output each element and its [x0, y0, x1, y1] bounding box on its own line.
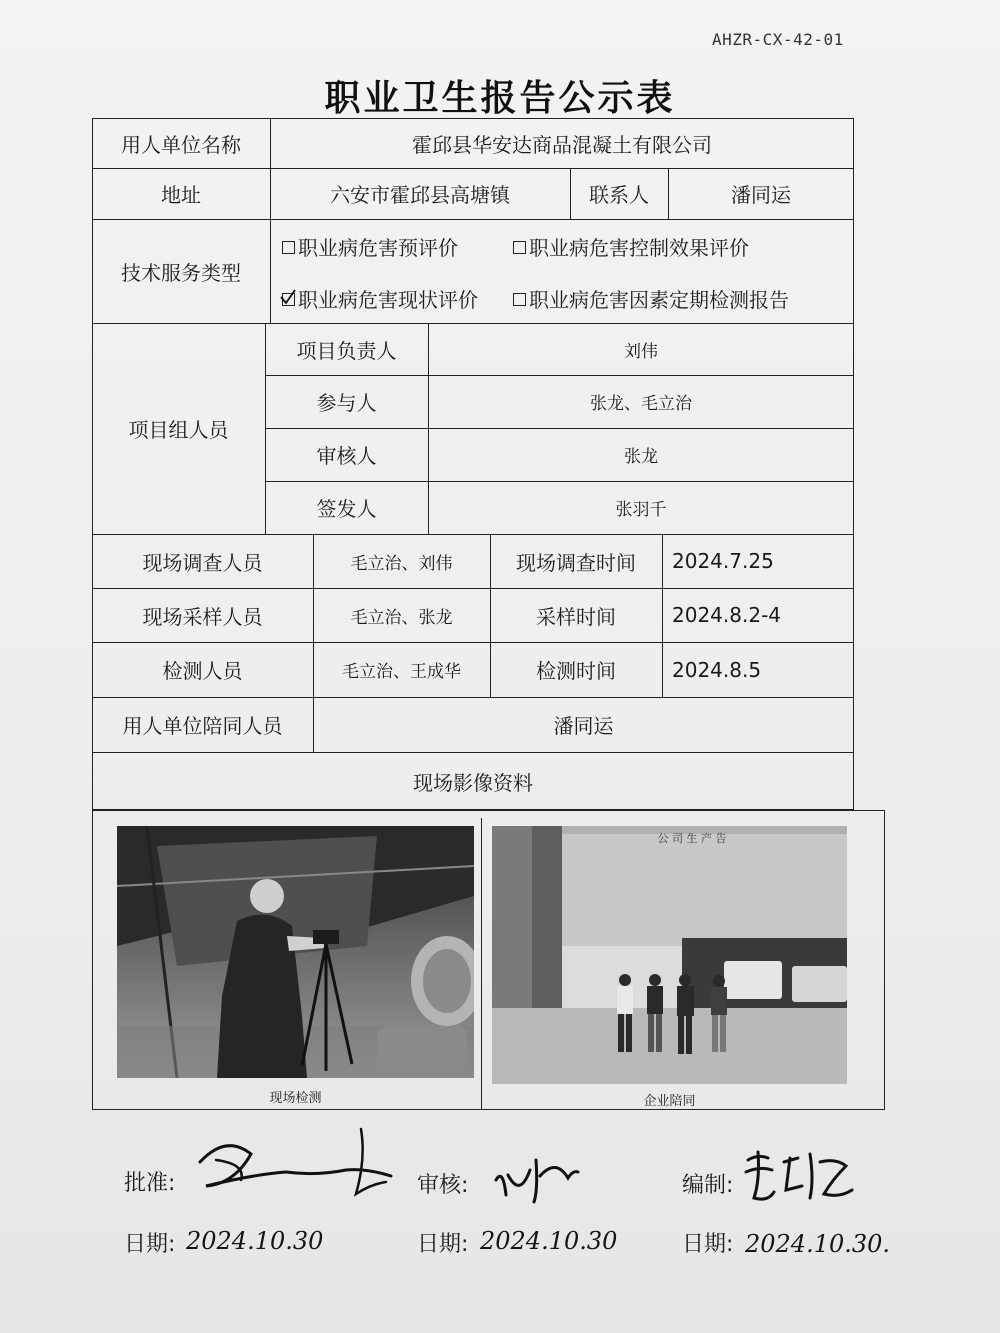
- compile-date-label: 日期:: [682, 1232, 734, 1257]
- testing-time: 2024.8.5: [672, 657, 762, 682]
- address-value: 六安市霍邱县高塘镇: [330, 183, 510, 207]
- employer-value: 霍邱县华安达商品混凝土有限公司: [412, 132, 712, 157]
- team-name-issuer: 张羽千: [615, 500, 667, 520]
- testing-people: 毛立治、王成华: [342, 662, 461, 682]
- testing-label: 检测人员: [162, 659, 243, 683]
- review-signature: [488, 1140, 588, 1214]
- review-label: 审核:: [417, 1173, 469, 1198]
- service-option-status-evaluation: [282, 284, 478, 313]
- left-photo-caption: 现场检测: [269, 1091, 322, 1106]
- service-option-periodic-detection: [513, 284, 789, 313]
- survey-time: 2024.7.25: [672, 549, 774, 573]
- service-option-pre-evaluation: [282, 232, 458, 261]
- service-option-label: 职业病危害现状评价: [298, 288, 478, 312]
- checkbox-checked-icon: [282, 293, 295, 306]
- compile-date: 2024.10.30.: [745, 1230, 891, 1258]
- sampling-time-label: 采样时间: [536, 604, 616, 629]
- service-option-label: 职业病危害预评价: [298, 236, 458, 260]
- survey-people: 毛立治、刘伟: [350, 553, 453, 574]
- survey-time-label: 现场调查时间: [516, 550, 636, 575]
- document-number: AHZR-CX-42-01: [712, 30, 844, 49]
- sampling-time: 2024.8.2-4: [672, 603, 782, 627]
- team-name-reviewer: 张龙: [624, 447, 658, 467]
- team-role-issuer: 签发人: [316, 497, 377, 521]
- page-title: 职业卫生报告公示表: [324, 78, 676, 119]
- approve-date: 2024.10.30: [186, 1227, 324, 1255]
- escort-label: 用人单位陪同人员: [122, 714, 283, 738]
- factory-sign-text: 公 司 生 产 告: [657, 832, 727, 845]
- escort-value: 潘同运: [553, 714, 614, 738]
- service-option-label: 职业病危害控制效果评价: [529, 236, 749, 260]
- team-name-participant: 张龙、毛立治: [590, 394, 692, 414]
- images-label: 现场影像资料: [413, 770, 533, 795]
- service-type-label: 技术服务类型: [121, 260, 241, 285]
- team-name-leader: 刘伟: [624, 341, 658, 362]
- checkbox-unchecked-icon: [513, 241, 526, 254]
- team-role-leader: 项目负责人: [296, 338, 397, 363]
- right-photo-caption: 企业陪同: [643, 1094, 696, 1109]
- review-date-label: 日期:: [417, 1232, 469, 1257]
- team-label: 项目组人员: [128, 418, 229, 442]
- service-option-label: 职业病危害因素定期检测报告: [529, 288, 789, 312]
- compile-label: 编制:: [682, 1173, 734, 1198]
- checkbox-unchecked-icon: [513, 293, 526, 306]
- team-role-participant: 参与人: [316, 391, 377, 415]
- team-role-reviewer: 审核人: [316, 444, 377, 468]
- sampling-label: 现场采样人员: [142, 604, 263, 629]
- compile-signature: [740, 1140, 860, 1214]
- address-label: 地址: [161, 183, 201, 207]
- employer-label: 用人单位名称: [121, 132, 241, 157]
- service-option-control-effect: [513, 232, 749, 261]
- approve-label: 批准:: [124, 1171, 176, 1196]
- approve-signature: [186, 1124, 406, 1213]
- testing-time-label: 检测时间: [536, 659, 616, 683]
- checkbox-unchecked-icon: [282, 241, 295, 254]
- approve-date-label: 日期:: [124, 1232, 176, 1257]
- contact-value: 潘同运: [731, 183, 791, 207]
- review-date: 2024.10.30: [480, 1227, 618, 1255]
- onsite-detection-photo: [117, 826, 474, 1078]
- survey-label: 现场调查人员: [142, 550, 263, 575]
- sampling-people: 毛立治、张龙: [350, 607, 453, 628]
- enterprise-escort-photo: [492, 826, 847, 1084]
- contact-label: 联系人: [589, 183, 649, 207]
